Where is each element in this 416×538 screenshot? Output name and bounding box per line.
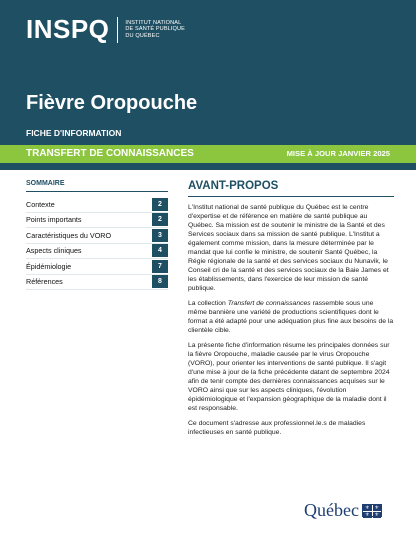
- fleur-de-lis-icon: ⚜: [373, 512, 382, 518]
- fleur-de-lis-icon: ⚜: [373, 505, 382, 511]
- document-type: FICHE D'INFORMATION: [26, 128, 122, 138]
- paragraph-collection-lead: La collection: [188, 300, 228, 307]
- toc-item-label: Points importants: [26, 215, 82, 225]
- update-date: MISE À JOUR JANVIER 2025: [286, 149, 390, 158]
- toc-item-caracteristiques[interactable]: [26, 228, 168, 244]
- section-heading: AVANT-PROPOS: [188, 180, 394, 197]
- toc-page-number: 2: [152, 198, 168, 211]
- institute-line-1: INSTITUT NATIONAL: [125, 20, 182, 27]
- paragraph-mission: L'Institut national de santé publique du Québec est le centre d'expertise et de référence en matière de santé publique au Québec. Sa mission est de soutenir le ministre de la Santé et des Services sociaux dans sa mission de santé publique. L'Institut a également comme mission, dans la mesure déterminée par le mandat que lui confie le ministre, de soutenir Santé Québec, la Régie régionale de la santé et des services sociaux du Nunavik, le Conseil cri de la santé et des services sociaux de la Baie James et les établissements, dans l'exercice de leur mission de santé publique.: [188, 204, 389, 292]
- institute-name: [125, 20, 185, 39]
- brand: [26, 14, 185, 45]
- collection-name: TRANSFERT DE CONNAISSANCES: [26, 148, 194, 159]
- toc-item-epidemiologie[interactable]: [26, 259, 168, 275]
- quebec-wordmark: Québec: [304, 500, 359, 520]
- toc-page-number: 7: [152, 260, 168, 273]
- toc-page-number: 4: [152, 244, 168, 257]
- toc-item-aspects-cliniques[interactable]: [26, 244, 168, 260]
- fleur-de-lis-icon: ⚜: [363, 505, 372, 511]
- document-title: Fièvre Oropouche: [26, 92, 198, 114]
- toc-item-references[interactable]: [26, 275, 168, 291]
- toc-item-label: Références: [26, 277, 63, 287]
- collection-band: [0, 145, 416, 163]
- paragraph-summary: La présente fiche d'information résume les principales données sur la fièvre Oropouche, maladie causée par le virus Oropouche (VORO), pour orienter les interventions de santé publique. Il s'agit d'une mise à jour de la fiche précédente datant de septembre 2024 afin de tenir compte des dernières connaissances acquises sur le VORO ainsi que sur les aspects cliniques, l'évolution épidémiologique et l'expansion géographique de la maladie dont il est responsable.: [188, 342, 390, 412]
- toc-page-number: 8: [152, 275, 168, 288]
- foreword-section: [188, 180, 394, 443]
- inspq-logo: INSPQ: [26, 14, 110, 44]
- toc-item-contexte[interactable]: [26, 197, 168, 213]
- toc-page-number: 2: [152, 213, 168, 226]
- collection-title: Transfert de connaissances: [227, 300, 311, 307]
- toc-item-label: Épidémiologie: [26, 261, 72, 271]
- brand-divider: [117, 17, 118, 43]
- table-of-contents: [26, 180, 168, 290]
- paragraph-audience: Ce document s'adresse aux professionnel.le.s de maladies infectieuses en santé publique.: [188, 420, 366, 436]
- toc-item-label: Caractéristiques du VORO: [26, 230, 112, 240]
- institute-line-3: DU QUÉBEC: [125, 32, 160, 39]
- paragraph-collection-rest: rassemble sous une même bannière une variété de productions scientifiques dont le format a été adapté pour une adéquation plus fine aux besoins de la clientèle cible.: [188, 300, 394, 334]
- quebec-logo: [304, 500, 382, 521]
- toc-item-points-importants[interactable]: [26, 213, 168, 229]
- institute-line-2: DE SANTÉ PUBLIQUE: [125, 26, 185, 33]
- toc-item-label: Contexte: [26, 199, 55, 209]
- paragraph-collection: [188, 299, 394, 335]
- cover-header: [0, 0, 416, 170]
- toc-title: SOMMAIRE: [26, 180, 168, 192]
- fleur-de-lis-icon: ⚜: [363, 512, 372, 518]
- toc-item-label: Aspects cliniques: [26, 246, 82, 256]
- fleurdelise-flag-icon: [362, 504, 382, 517]
- toc-page-number: 3: [152, 229, 168, 242]
